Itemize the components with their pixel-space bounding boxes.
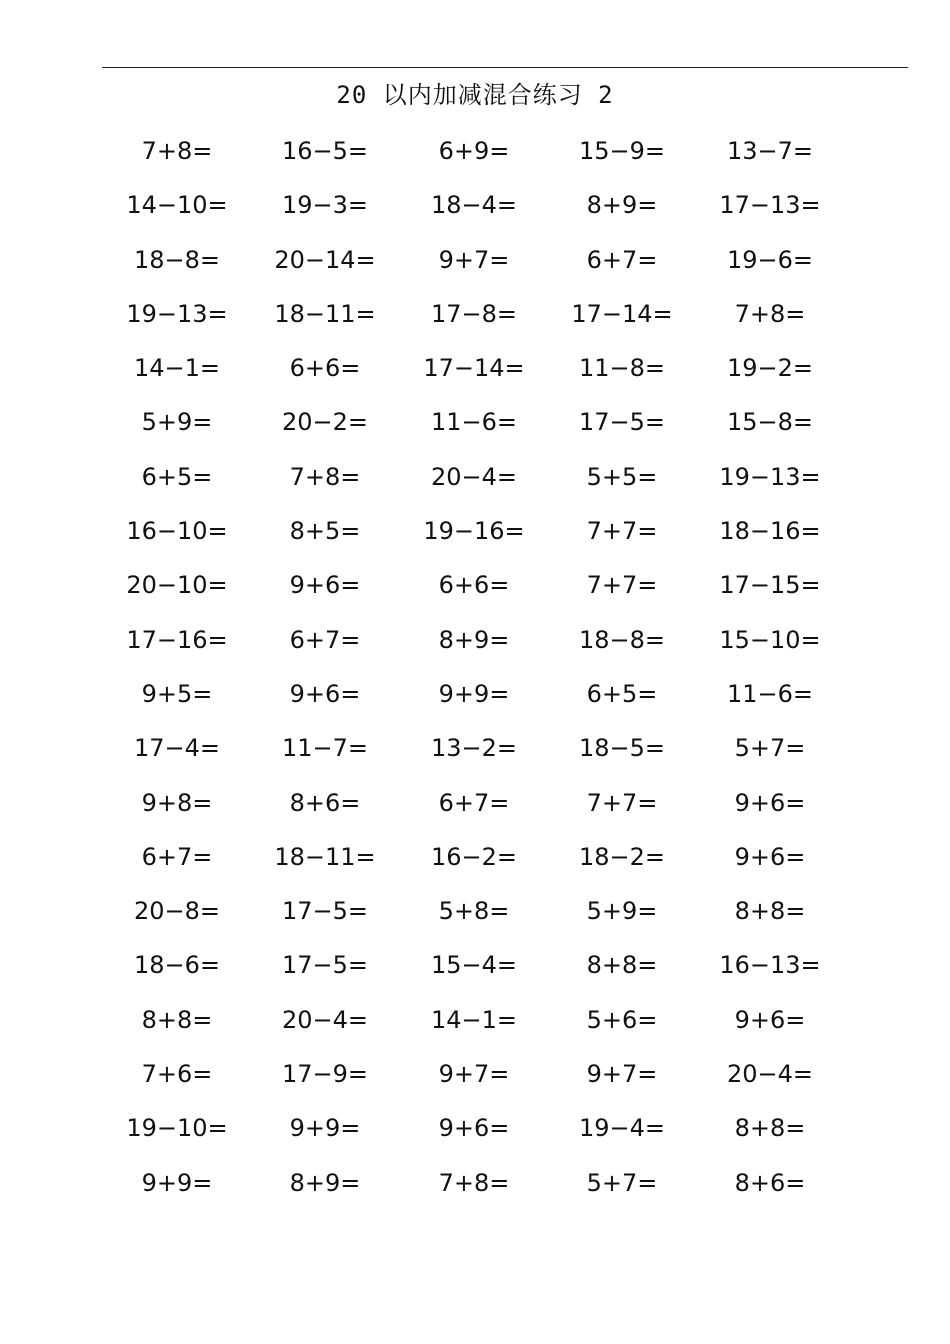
problem-cell: 5+5= bbox=[586, 462, 658, 491]
problem-row bbox=[0, 558, 950, 612]
problem-cell: 9+8= bbox=[141, 788, 213, 817]
problem-cell: 6+9= bbox=[438, 137, 510, 165]
problem-cell: 8+9= bbox=[438, 625, 510, 654]
problem-cell: 5+7= bbox=[586, 1168, 658, 1197]
problem-cell: 15−8= bbox=[726, 408, 814, 437]
problem-cell: 7+7= bbox=[586, 571, 658, 600]
problem-cell: 6+6= bbox=[438, 571, 510, 600]
problem-cell: 20−2= bbox=[281, 408, 369, 437]
problem-cell: 8+6= bbox=[734, 1168, 806, 1197]
problem-cell: 17−14= bbox=[423, 354, 525, 383]
problem-row bbox=[0, 1156, 950, 1210]
problem-cell: 17−15= bbox=[719, 571, 821, 600]
problem-cell: 19−16= bbox=[423, 517, 525, 546]
problem-cell: 7+8= bbox=[734, 299, 806, 328]
problem-cell: 15−10= bbox=[719, 625, 821, 654]
problem-cell: 8+9= bbox=[289, 1168, 361, 1197]
problem-cell: 20−4= bbox=[430, 462, 518, 491]
problem-cell: 8+8= bbox=[141, 1005, 213, 1034]
problem-row bbox=[0, 1101, 950, 1155]
problem-cell: 11−6= bbox=[430, 408, 518, 437]
problem-cell: 9+7= bbox=[438, 245, 510, 274]
problem-cell: 17−5= bbox=[578, 408, 666, 437]
problem-cell: 5+7= bbox=[734, 734, 806, 763]
problem-row bbox=[0, 830, 950, 884]
problem-cell: 9+6= bbox=[438, 1114, 510, 1143]
problem-cell: 8+8= bbox=[734, 897, 806, 926]
problem-cell: 6+5= bbox=[586, 679, 658, 708]
problem-cell: 9+6= bbox=[289, 571, 361, 600]
problem-cell: 19−10= bbox=[126, 1114, 228, 1143]
header-rule bbox=[102, 67, 908, 68]
problem-cell: 19−13= bbox=[126, 299, 228, 328]
problem-cell: 17−13= bbox=[719, 191, 821, 220]
problem-row bbox=[0, 395, 950, 449]
problem-cell: 18−8= bbox=[578, 625, 666, 654]
problem-cell: 17−16= bbox=[126, 625, 228, 654]
problem-cell: 17−5= bbox=[281, 897, 369, 926]
problem-cell: 5+6= bbox=[586, 1005, 658, 1034]
problem-cell: 9+6= bbox=[289, 679, 361, 708]
problem-cell: 16−5= bbox=[281, 137, 369, 165]
problem-cell: 7+7= bbox=[586, 517, 658, 546]
problem-cell: 20−14= bbox=[274, 245, 376, 274]
problem-cell: 19−2= bbox=[726, 354, 814, 383]
problem-cell: 18−5= bbox=[578, 734, 666, 763]
problem-row bbox=[0, 613, 950, 667]
problem-cell: 7+8= bbox=[141, 137, 213, 165]
problem-cell: 9+9= bbox=[289, 1114, 361, 1143]
problem-cell: 9+6= bbox=[734, 788, 806, 817]
problem-cell: 6+6= bbox=[289, 354, 361, 383]
problem-cell: 20−4= bbox=[726, 1060, 814, 1089]
problem-cell: 6+5= bbox=[141, 462, 213, 491]
problem-cell: 13−2= bbox=[430, 734, 518, 763]
problem-cell: 14−1= bbox=[430, 1005, 518, 1034]
problem-cell: 19−6= bbox=[726, 245, 814, 274]
problem-cell: 7+8= bbox=[289, 462, 361, 491]
problem-cell: 11−7= bbox=[281, 734, 369, 763]
problem-cell: 18−11= bbox=[274, 842, 376, 871]
problem-cell: 20−4= bbox=[281, 1005, 369, 1034]
problem-cell: 6+7= bbox=[438, 788, 510, 817]
problem-cell: 18−2= bbox=[578, 842, 666, 871]
problem-cell: 9+9= bbox=[141, 1168, 213, 1197]
problem-cell: 7+7= bbox=[586, 788, 658, 817]
problem-cell: 5+9= bbox=[586, 897, 658, 926]
problem-cell: 16−10= bbox=[126, 517, 228, 546]
problem-cell: 20−8= bbox=[133, 897, 221, 926]
problem-cell: 6+7= bbox=[586, 245, 658, 274]
problem-row bbox=[0, 667, 950, 721]
problem-cell: 9+6= bbox=[734, 1005, 806, 1034]
problem-cell: 20−10= bbox=[126, 571, 228, 600]
problem-row bbox=[0, 341, 950, 395]
problem-cell: 17−8= bbox=[430, 299, 518, 328]
problem-cell: 19−13= bbox=[719, 462, 821, 491]
problem-cell: 18−4= bbox=[430, 191, 518, 220]
problem-cell: 15−9= bbox=[578, 137, 666, 165]
problem-cell: 16−13= bbox=[719, 951, 821, 980]
problem-cell: 7+8= bbox=[438, 1168, 510, 1197]
problem-cell: 18−6= bbox=[133, 951, 221, 980]
problem-cell: 7+6= bbox=[141, 1060, 213, 1089]
problem-cell: 9+9= bbox=[438, 679, 510, 708]
problem-cell: 13−7= bbox=[726, 137, 814, 165]
problem-cell: 8+6= bbox=[289, 788, 361, 817]
problem-cell: 9+7= bbox=[438, 1060, 510, 1089]
problem-cell: 18−8= bbox=[133, 245, 221, 274]
problem-row bbox=[0, 938, 950, 992]
problem-cell: 8+8= bbox=[734, 1114, 806, 1143]
problem-cell: 18−11= bbox=[274, 299, 376, 328]
problem-row bbox=[0, 124, 950, 178]
page-title: 20 以内加减混合练习 2 bbox=[336, 81, 614, 109]
problem-cell: 11−6= bbox=[726, 679, 814, 708]
problem-row bbox=[0, 504, 950, 558]
problem-cell: 9+6= bbox=[734, 842, 806, 871]
problem-cell: 16−2= bbox=[430, 842, 518, 871]
problem-row bbox=[0, 1047, 950, 1101]
problem-cell: 17−9= bbox=[281, 1060, 369, 1089]
problem-row bbox=[0, 776, 950, 830]
problem-cell: 17−5= bbox=[281, 951, 369, 980]
problem-cell: 5+8= bbox=[438, 897, 510, 926]
problem-row bbox=[0, 233, 950, 287]
problem-row bbox=[0, 287, 950, 341]
problem-cell: 14−10= bbox=[126, 191, 228, 220]
problem-cell: 9+5= bbox=[141, 679, 213, 708]
problem-row bbox=[0, 721, 950, 775]
problem-cell: 8+8= bbox=[586, 951, 658, 980]
problem-grid bbox=[0, 124, 950, 1210]
problem-cell: 19−4= bbox=[578, 1114, 666, 1143]
problem-cell: 17−4= bbox=[133, 734, 221, 763]
problem-cell: 14−1= bbox=[133, 354, 221, 383]
problem-cell: 8+5= bbox=[289, 517, 361, 546]
problem-cell: 15−4= bbox=[430, 951, 518, 980]
problem-cell: 8+9= bbox=[586, 191, 658, 220]
problem-cell: 11−8= bbox=[578, 354, 666, 383]
problem-cell: 9+7= bbox=[586, 1060, 658, 1089]
problem-row bbox=[0, 993, 950, 1047]
problem-cell: 5+9= bbox=[141, 408, 213, 437]
problem-cell: 19−3= bbox=[281, 191, 369, 220]
problem-cell: 17−14= bbox=[571, 299, 673, 328]
problem-row bbox=[0, 884, 950, 938]
problem-cell: 6+7= bbox=[141, 842, 213, 871]
problem-row bbox=[0, 178, 950, 232]
problem-cell: 18−16= bbox=[719, 517, 821, 546]
problem-row bbox=[0, 450, 950, 504]
problem-cell: 6+7= bbox=[289, 625, 361, 654]
